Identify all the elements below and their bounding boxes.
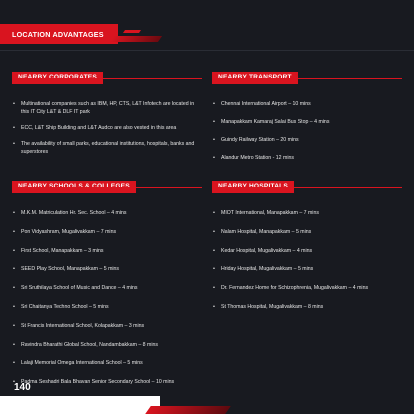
list-item: • Sri Chaitanya Techno School – 5 mins bbox=[12, 303, 202, 311]
list-item: • Padma Seshadri Bala Bhavan Senior Secondary School – 10 mins bbox=[12, 378, 202, 386]
list-item: • Chennai International Airport – 10 mins bbox=[212, 100, 402, 108]
list-item: • Kedar Hospital, Mugalivakkam – 4 mins bbox=[212, 247, 402, 255]
list-item: • ECC, L&T Ship Building and L&T Audco are also vested in this area bbox=[12, 124, 202, 132]
list-item: • Ravindra Bharathi Global School, Nandambakkam – 8 mins bbox=[12, 341, 202, 349]
hospitals-list bbox=[212, 209, 402, 311]
list-item: • Nalam Hospital, Manapakkam – 5 mins bbox=[212, 228, 402, 236]
nearby-schools-section bbox=[12, 175, 202, 397]
page-number: 140 bbox=[14, 382, 31, 393]
list-item: • Multinational companies such as IBM, HP, CTS, L&T Infotech are located in this IT City L&T & DLF IT park bbox=[12, 100, 202, 116]
header-divider bbox=[0, 50, 414, 51]
list-item: • The availability of small parks, educational institutions, hospitals, banks and superstores bbox=[12, 140, 202, 156]
list-item: • St Francis International School, Kolapakkam – 3 mins bbox=[12, 322, 202, 330]
footer-bar bbox=[0, 396, 160, 414]
corporates-list bbox=[12, 100, 202, 156]
banner-accent-stripe-small bbox=[123, 30, 141, 33]
list-item: • First School, Manapakkam – 3 mins bbox=[12, 247, 202, 255]
list-item: • St Thomas Hospital, Mugalivakkam – 8 mins bbox=[212, 303, 402, 311]
list-item: • Alandur Metro Station - 12 mins bbox=[212, 154, 402, 162]
corporates-rule bbox=[12, 78, 202, 79]
banner-accent-stripe bbox=[110, 36, 162, 42]
list-item: • Guindy Railway Station – 20 mins bbox=[212, 136, 402, 144]
hospitals-rule bbox=[212, 187, 402, 188]
footer-accent-stripe bbox=[145, 406, 231, 414]
list-item: • SEED Play School, Manapakkam – 5 mins bbox=[12, 265, 202, 273]
list-item: • Dr. Fernandez Home for Schizophrenia, Mugalivakkam – 4 mins bbox=[212, 284, 402, 292]
list-item: • Sri Sruthilaya School of Music and Dance – 4 mins bbox=[12, 284, 202, 292]
schools-rule bbox=[12, 187, 202, 188]
list-item: • MIOT International, Manapakkam – 7 mins bbox=[212, 209, 402, 217]
section-banner bbox=[0, 24, 118, 44]
nearby-hospitals-section bbox=[212, 175, 402, 322]
list-item: • Lalaji Memorial Omega International School – 5 mins bbox=[12, 359, 202, 367]
transport-rule bbox=[212, 78, 402, 79]
nearby-transport-section bbox=[212, 66, 402, 172]
banner-title: LOCATION ADVANTAGES bbox=[12, 29, 104, 39]
list-item: • Pon Vidyashram, Mugalivakkam – 7 mins bbox=[12, 228, 202, 236]
schools-list bbox=[12, 209, 202, 386]
list-item: • Manapakkam Kamaraj Salai Bus Stop – 4 mins bbox=[212, 118, 402, 126]
list-item: • M.K.M. Matriculation Hr. Sec. School – 4 mins bbox=[12, 209, 202, 217]
nearby-corporates-section bbox=[12, 66, 202, 156]
list-item: • Hriday Hospital, Mugalivakkam – 5 mins bbox=[212, 265, 402, 273]
transport-list bbox=[212, 100, 402, 162]
